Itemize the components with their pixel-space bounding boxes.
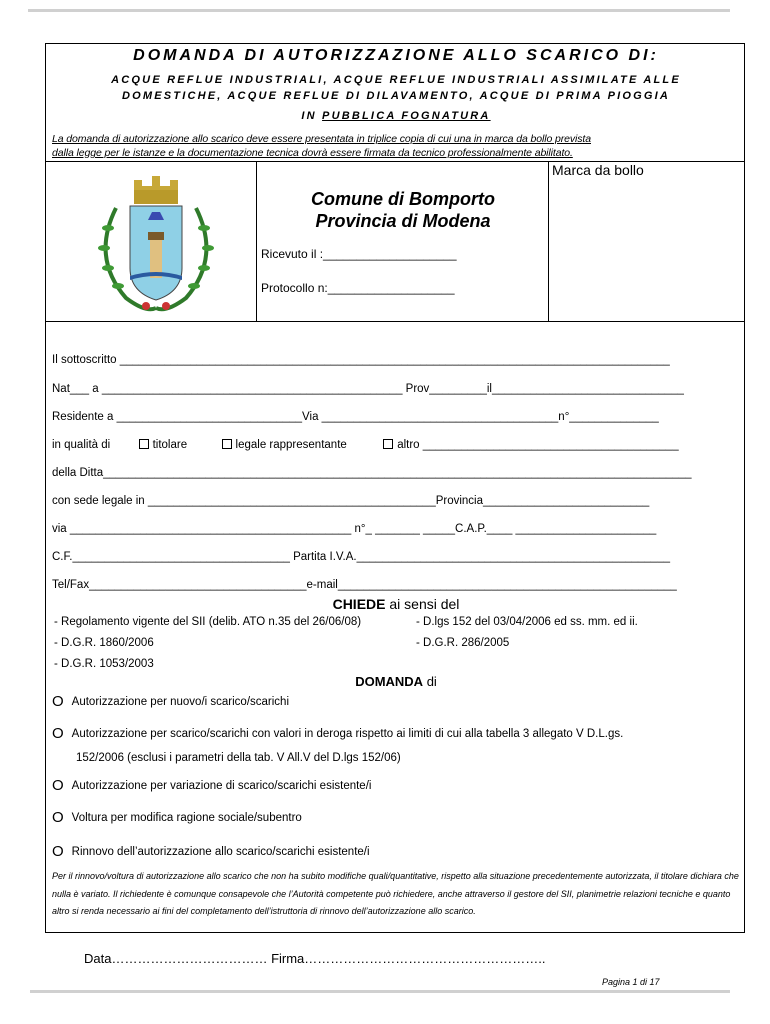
option-marker: O	[52, 809, 64, 826]
subtitle-prefix: IN	[301, 110, 323, 122]
office-heading	[258, 188, 548, 232]
page-number: Pagina 1 di 17	[602, 977, 660, 987]
subtitle-line-2: DOMESTICHE, ACQUE REFLUE DI DILAVAMENTO, ACQUE DI PRIMA PIOGGIA	[121, 90, 671, 102]
top-divider	[28, 9, 730, 12]
received-date-field[interactable]: Ricevuto il :____________________	[261, 247, 457, 261]
date-signature-line[interactable]: Data……………………………… Firma………………………………………………..	[84, 951, 546, 966]
option-label: Autorizzazione per nuovo/i scarico/scarichi	[71, 696, 289, 708]
domanda-heading	[46, 674, 746, 689]
option-variation[interactable]	[52, 777, 371, 794]
company-field[interactable]: della Ditta____________________________________________________________________________________________	[52, 467, 692, 479]
renewal-footnote: Per il rinnovo/voltura di autorizzazione allo scarico che non ha subito modifiche quali/quantitative, rispetto alla situazione precedentemente autorizzata, il titolare dichiara che nulla è variato. Il richiedente è comunque consapevole che l’Autorità competente può richiedere, anche attraverso il gestore del SII, planimetrie relazioni tecniche e quanto altro si renda necessario ai fini del completamento dell’istruttoria di rinnovo dell’autorizzazione allo scarico.	[52, 871, 739, 916]
option-new-discharge[interactable]	[52, 693, 289, 710]
office-box-bottom	[46, 321, 744, 322]
reference-4: - D.G.R. 286/2005	[416, 637, 510, 649]
instruction-note-2: dalla legge per le istanze e la documentazione tecnica dovrà essere firmata da tecnico professionalmente abilitato.	[52, 147, 573, 159]
other-checkbox[interactable]	[383, 439, 393, 449]
option-derogation[interactable]	[52, 725, 623, 742]
municipal-crest-icon	[86, 168, 226, 318]
contact-field[interactable]: Tel/Fax__________________________________e-mail_____________________________________________________	[52, 579, 677, 591]
domanda-bold: DOMANDA	[355, 674, 424, 689]
domanda-rest: di	[423, 674, 437, 689]
reference-2: - D.lgs 152 del 03/04/2006 ed ss. mm. ed ii.	[416, 616, 638, 628]
chiede-bold: CHIEDE	[332, 596, 386, 612]
tax-code-field[interactable]: C.F.__________________________________ Partita I.V.A._________________________________________________	[52, 551, 670, 563]
address-field[interactable]: via ____________________________________________ n°_ _______ _____C.A.P.____ ______________________	[52, 523, 657, 535]
legal-rep-checkbox[interactable]	[222, 439, 232, 449]
option-label: Rinnovo dell’autorizzazione allo scarico/scarichi esistente/i	[71, 846, 370, 858]
other-label[interactable]: altro ________________________________________	[397, 439, 679, 451]
owner-label: titolare	[152, 439, 188, 451]
provincia-name: Provincia di Modena	[315, 211, 491, 231]
owner-checkbox[interactable]	[139, 439, 149, 449]
option-marker: O	[52, 725, 64, 742]
option-label: Autorizzazione per variazione di scarico/scarichi esistente/i	[71, 780, 372, 792]
option-derogation-continued: 152/2006 (esclusi i parametri della tab. V All.V del D.lgs 152/06)	[76, 752, 401, 764]
subtitle-underlined: PUBBLICA FOGNATURA	[322, 110, 491, 122]
role-label: in qualità di	[52, 439, 111, 451]
residence-field[interactable]: Residente a _____________________________Via _____________________________________n°______________	[52, 411, 659, 423]
option-renewal[interactable]	[52, 843, 370, 860]
option-marker: O	[52, 777, 64, 794]
chiede-rest: ai sensi del	[385, 596, 460, 612]
col-divider-right	[548, 161, 549, 321]
option-label: Autorizzazione per scarico/scarichi con valori in deroga rispetto ai limiti di cui alla tabella 3 allegato V D.L.gs.	[71, 728, 624, 740]
role-row	[52, 439, 679, 451]
bottom-divider	[30, 990, 730, 993]
registered-office-field[interactable]: con sede legale in _____________________________________________Provincia__________________________	[52, 495, 650, 507]
option-transfer[interactable]	[52, 809, 302, 826]
reference-1: - Regolamento vigente del SII (delib. ATO n.35 del 26/06/08)	[54, 616, 362, 628]
birth-field[interactable]: Nat___ a _______________________________________________ Prov_________il______________________________	[52, 383, 684, 395]
form-title: DOMANDA DI AUTORIZZAZIONE ALLO SCARICO DI:	[133, 47, 659, 64]
col-divider-left	[256, 161, 257, 321]
option-label: Voltura per modifica ragione sociale/subentro	[71, 812, 302, 824]
legal-rep-label: legale rappresentante	[235, 439, 347, 451]
stamp-label: Marca da bollo	[552, 162, 644, 178]
chiede-heading	[46, 596, 746, 612]
applicant-name-field[interactable]: Il sottoscritto ______________________________________________________________________________________	[52, 354, 670, 366]
option-marker: O	[52, 843, 64, 860]
protocol-number-field[interactable]: Protocollo n:___________________	[261, 281, 455, 295]
reference-5: - D.G.R. 1053/2003	[54, 658, 154, 670]
instruction-note-1: La domanda di autorizzazione allo scarico deve essere presentata in triplice copia di cui una in marca da bollo prevista	[52, 133, 591, 145]
application-form	[45, 43, 745, 933]
subtitle-line-3	[46, 110, 746, 122]
reference-3: - D.G.R. 1860/2006	[54, 637, 154, 649]
subtitle-line-1: ACQUE REFLUE INDUSTRIALI, ACQUE REFLUE INDUSTRIALI ASSIMILATE ALLE	[111, 74, 681, 86]
option-marker: O	[52, 693, 64, 710]
comune-name: Comune di Bomporto	[311, 189, 495, 209]
